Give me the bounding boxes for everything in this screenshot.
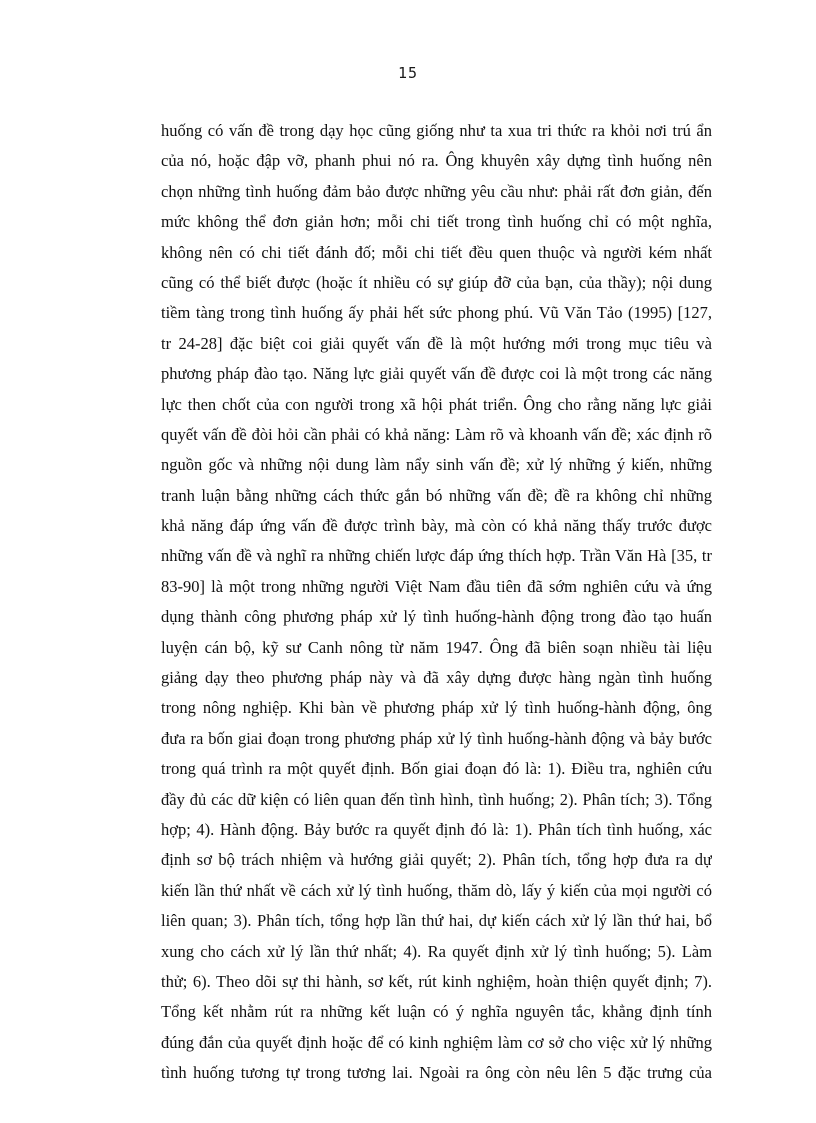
text-line: trong nông nghiệp. Khi bàn về phương pháp xử lý tình huống-hành động, ông (161, 698, 712, 718)
text-line: chọn những tình huống đảm bảo được những yêu cầu như: phải rất đơn giản, đến (161, 181, 712, 201)
text-line: hợp; 4). Hành động. Bảy bước ra quyết định đó là: 1). Phân tích tình huống, xác (161, 819, 712, 839)
text-line: 83-90] là một trong những người Việt Nam đầu tiên đã sớm nghiên cứu và ứng (161, 576, 712, 596)
text-line: tình huống tương tự trong tương lai. Ngoài ra ông còn nêu lên 5 đặc trưng của (161, 1063, 712, 1083)
text-line: giảng dạy theo phương pháp này và đã xây dựng được hàng ngàn tình huống (161, 668, 712, 688)
text-line: lực then chốt của con người trong xã hội phát triển. Ông cho rằng năng lực giải (161, 394, 712, 414)
text-line: dụng thành công phương pháp xử lý tình huống-hành động trong đào tạo huấn (161, 607, 712, 627)
text-line: đầy đủ các dữ kiện có liên quan đến tình hình, tình huống; 2). Phân tích; 3). Tổng (161, 789, 712, 809)
text-line: nguồn gốc và những nội dung làm nẩy sinh vấn đề; xử lý những ý kiến, những (161, 455, 712, 475)
text-line: của nó, hoặc đập vỡ, phanh phui nó ra. Ông khuyên xây dựng tình huống nên (161, 151, 712, 171)
body-paragraph (161, 116, 712, 1089)
text-line: tranh luận bằng những cách thức gắn bó những vấn đề; đề ra không chỉ những (161, 485, 712, 505)
text-line: không nên có chi tiết đánh đố; mỗi chi tiết đều quen thuộc và người kém nhất (161, 242, 712, 262)
text-line: liên quan; 3). Phân tích, tổng hợp lần thứ hai, dự kiến cách xử lý lần thứ hai, bổ (161, 911, 712, 931)
page-number: 15 (397, 64, 419, 82)
text-line: đúng đắn của quyết định hoặc để có kinh nghiệm làm cơ sở cho việc xử lý những (161, 1032, 712, 1052)
text-line: tiềm tàng trong tình huống ấy phải hết sức phong phú. Vũ Văn Tảo (1995) [127, (161, 303, 712, 323)
text-line: xung cho cách xử lý lần thứ nhất; 4). Ra quyết định xử lý tình huống; 5). Làm (161, 941, 712, 961)
text-line: huống có vấn đề trong dạy học cũng giống như ta xua tri thức ra khỏi nơi trú ẩn (161, 121, 712, 140)
text-line: mức không thể đơn giản hơn; mỗi chi tiết trong tình huống chỉ có một nghĩa, (161, 212, 712, 232)
text-line: trong quá trình ra một quyết định. Bốn giai đoạn đó là: 1). Điều tra, nghiên cứu (161, 759, 712, 779)
text-line: những vấn đề và nghĩ ra những chiến lược đáp ứng thích hợp. Trần Văn Hà [35, tr (161, 546, 712, 566)
text-line: cũng có thể biết được (hoặc ít nhiều có sự giúp đỡ của bạn, của thầy); nội dung (161, 272, 712, 292)
text-line: thử; 6). Theo dõi sự thi hành, sơ kết, rút kinh nghiệm, hoàn thiện quyết định; 7). (161, 971, 712, 991)
text-line: luyện cán bộ, kỹ sư Canh nông từ năm 1947. Ông đã biên soạn nhiều tài liệu (161, 637, 712, 657)
text-line: tr 24-28] đặc biệt coi giải quyết vấn đề là một hướng mới trong mục tiêu và (161, 333, 712, 353)
text-line: đưa ra bốn giai đoạn trong phương pháp xử lý tình huống-hành động và bảy bước (161, 728, 712, 748)
text-line: định sơ bộ trách nhiệm và hướng giải quyết; 2). Phân tích, tổng hợp đưa ra dự (161, 850, 712, 870)
text-line: phương pháp đào tạo. Năng lực giải quyết vấn đề được coi là một trong các năng (161, 364, 712, 384)
text-line: kiến lần thứ nhất về cách xử lý tình huống, thăm dò, lấy ý kiến của mọi người có (161, 880, 712, 900)
text-line: quyết vấn đề đòi hỏi cần phải có khả năng: Làm rõ và khoanh vấn đề; xác định rõ (161, 424, 712, 444)
text-line: Tổng kết nhằm rút ra những kết luận có ý nghĩa nguyên tắc, khẳng định tính (161, 1002, 712, 1022)
text-line: khả năng đáp ứng vấn đề được trình bày, mà còn có khả năng thấy trước được (161, 516, 712, 536)
